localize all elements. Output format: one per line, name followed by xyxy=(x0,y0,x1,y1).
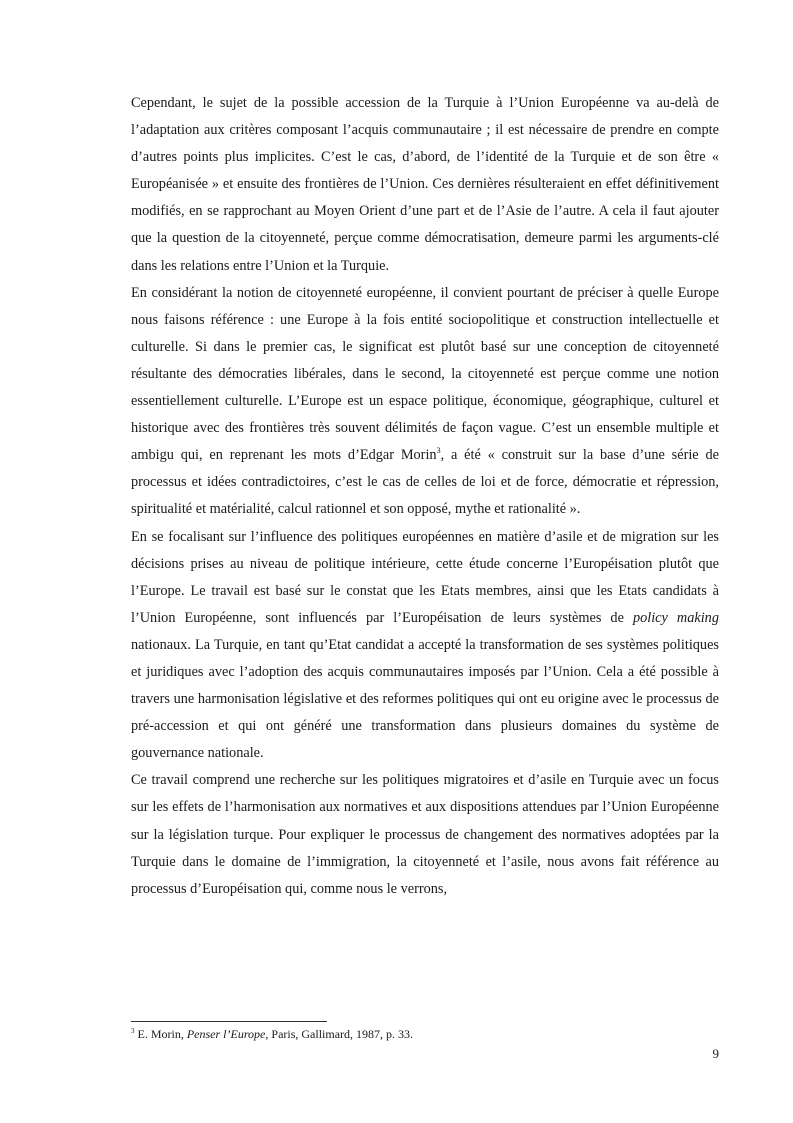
footnote-rest: , Paris, Gallimard, 1987, p. 33. xyxy=(265,1027,414,1041)
footnote-reference[interactable]: 3 xyxy=(436,446,441,456)
footnote-title: Penser l’Europe xyxy=(186,1027,266,1041)
paragraph-3-text-before-italic: En se focalisant sur l’influence des politiques européennes en matière d’asile et de migration sur les décisions prises au niveau de politique intérieure, cette étude concerne l’Européisation plutôt que l’Europe. Le travail est basé sur le constat que les Etats membres, ainsi que les Etats candidats à l’Union Européenne, sont influencés par l’Européisation de leurs systèmes de xyxy=(131,528,719,626)
paragraph-1 xyxy=(131,90,719,280)
paragraph-3 xyxy=(131,524,719,768)
footnote-separator xyxy=(131,1021,327,1022)
paragraph-1-text: Cependant, le sujet de la possible accession de la Turquie à l’Union Européenne va au-delà de l’adaptation aux critères composant l’acquis communautaire ; il est nécessaire de prendre en compte d’autres points plus implicites. C’est le cas, d’abord, de l’identité de la Turquie et de son être « Européanisée » et ensuite des frontières de l’Union. Ces dernières résulteraient en effet définitivement modifiés, en se rapprochant au Moyen Orient d’une part et de l’Asie de l’autre. A cela il faut ajouter que la question de la citoyenneté, perçue comme démocratisation, demeure parmi les arguments-clé dans les relations entre l’Union et la Turquie. xyxy=(131,95,719,274)
paragraph-2 xyxy=(131,280,719,524)
paragraph-3-text-after-italic: nationaux. La Turquie, en tant qu’Etat candidat a accepté la transformation de ses systèmes politiques et juridiques avec l’adoption des acquis communautaires imposés par l’Union. Cela a été possible à travers une harmonisation législative et des reformes politiques qui ont eu origine avec le processus de pré-accession et qui ont généré une transformation dans plusieurs domaines du système de gouvernance nationale. xyxy=(131,636,719,762)
footnote-author: E. Morin, xyxy=(134,1027,187,1041)
paragraph-2-text-before-ref: En considérant la notion de citoyenneté européenne, il convient pourtant de préciser à quelle Europe nous faisons référence : une Europe à la fois entité sociopolitique et construction intellectuelle et culturelle. Si dans le premier cas, le significat est plutôt basé sur une conception de citoyenneté résultante des démocraties libérales, dans le second, la citoyenneté est perçue comme une notion essentiellement culturelle. L’Europe est un espace politique, économique, géographique, culturel et historique avec des frontières très souvent délimités de façon vague. C’est un ensemble multiple et ambigu qui, en reprenant les mots d’Edgar Morin xyxy=(131,284,719,464)
page-number: 9 xyxy=(712,1046,719,1061)
paragraph-2-text-after-ref: , a été « construit sur la base d’une série de processus et idées contradictoires, c’est le cas de celles de loi et de force, démocratie et répression, spiritualité et matérialité, calcul rationnel et son opposé, mythe et rationalité ». xyxy=(131,447,719,518)
footnote xyxy=(131,1027,719,1042)
document-body xyxy=(131,90,719,903)
footnote-number: 3 xyxy=(131,1027,135,1035)
paragraph-4 xyxy=(131,767,719,902)
paragraph-3-italic-term: policy making xyxy=(632,609,719,626)
paragraph-4-text: Ce travail comprend une recherche sur les politiques migratoires et d’asile en Turquie avec un focus sur les effets de l’harmonisation aux normatives et aux dispositions attendues par l’Union Européenne sur la législation turque. Pour expliquer le processus de changement des normatives adoptées par la Turquie dans le domaine de l’immigration, la citoyenneté et l’asile, nous avons fait référence au processus d’Européisation qui, comme nous le verrons, xyxy=(131,772,719,897)
